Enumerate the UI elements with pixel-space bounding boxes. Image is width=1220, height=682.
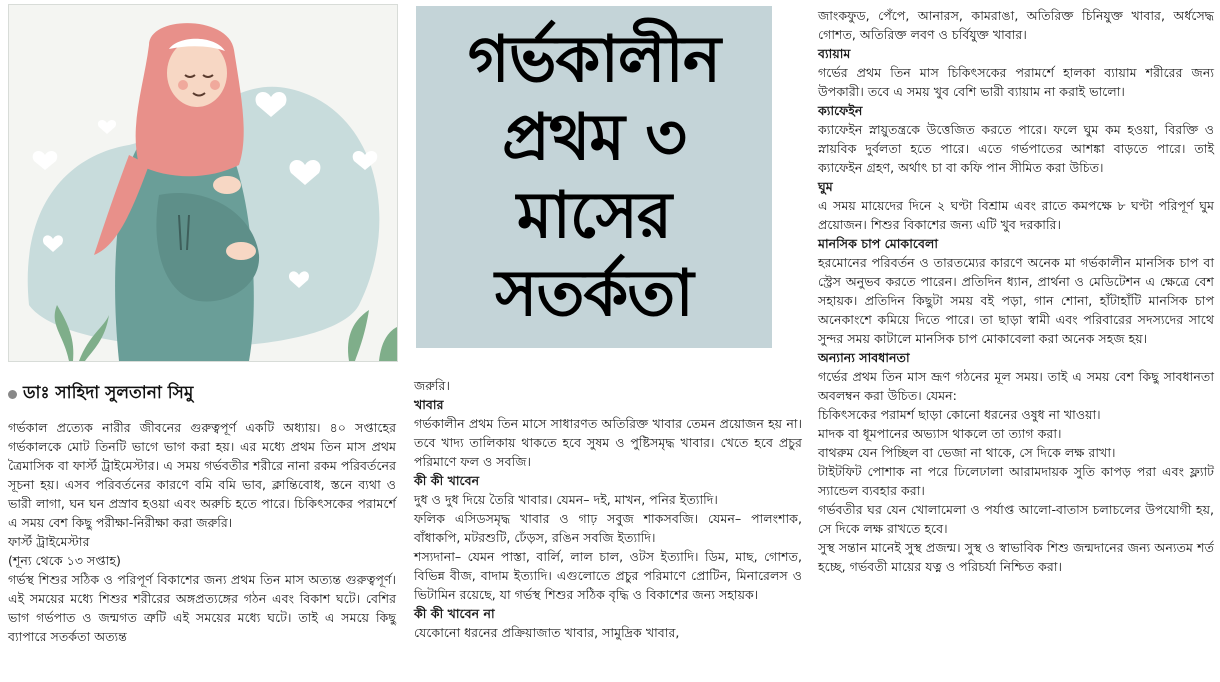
closing-paragraph: সুস্থ সন্তান মানেই সুস্থ প্রজন্ম। সুস্থ ও স্বাভাবিক শিশু জন্মদানের জন্য অন্যতম শর্ত হচ্ছে, গর্ভবতী মায়ের যত্ন ও পরিচর্যা নিশ্চিত করা। [818,540,1214,574]
list-item: দুধ ও দুধ দিয়ে তৈরি খাবার। যেমন– দই, মাখন, পনির ইত্যাদি। [414,492,718,507]
author-byline [8,380,396,408]
pregnant-woman-illustration [8,4,398,362]
trimester-paragraph: গর্ভস্থ শিশুর সঠিক ও পরিপূর্ণ বিকাশের জন্য প্রথম তিন মাস অত্যন্ত গুরুত্বপূর্ণ। এই সময়ের মধ্যে শিশুর শরীরের অঙ্গপ্রত্যঙ্গের গঠন এবং বিকাশ ঘটে। বেশির ভাগ গর্ভপাত ও জন্মগত ত্রুটি এই সময়ের মধ্যে ঘটে। তাই এ সময়ে কিছু ব্যাপারে সতর্কতা অত্যন্ত [8,572,396,644]
headline-line-1: গর্ভকালীন [467,22,721,97]
section-heading-what-to-eat: কী কী খাবেন [414,473,480,488]
sleep-paragraph: এ সময় মায়েদের দিনে ২ ঘণ্টা বিশ্রাম এবং রাতে কমপক্ষে ৮ ঘণ্টা পরিপূর্ণ ঘুম প্রয়োজন। শিশুর বিকাশের জন্য এটি খুব দরকারি। [818,198,1214,232]
headline-line-3: মাসের [516,178,672,253]
list-item: বাথরুম যেন পিচ্ছিল বা ভেজা না থাকে, সে দিকে লক্ষ রাখা। [818,445,1116,460]
illustration-svg [9,5,397,361]
column-three [818,0,1214,576]
noeat-paragraph: যেকোনো ধরনের প্রক্রিয়াজাত খাবার, সামুদ্রিক খাবার, [414,625,680,640]
continued-text: জাংকফুড, পেঁপে, আনারস, কামরাঙা, অতিরিক্ত চিনিযুক্ত খাবার, অর্ধসেদ্ধ গোশত, অতিরিক্ত লবণ ও চর্বিযুক্ত খাবার। [818,8,1214,42]
list-item: টাইটফিট পোশাক না পরে ঢিলেঢালা আরামদায়ক সুতি কাপড় পরা এবং ফ্ল্যাট স্যান্ডেল ব্যবহার করা। [818,464,1214,498]
section-heading-sleep: ঘুম [818,179,833,194]
intro-paragraph: গর্ভকাল প্রত্যেক নারীর জীবনের গুরুত্বপূর্ণ একটি অধ্যায়। ৪০ সপ্তাহের গর্ভকালকে মোট তিনটি ভাগে ভাগ করা হয়। এর মধ্যে প্রথম তিন মাস প্রথম ত্রৈমাসিক বা ফার্স্ট ট্রাইমেস্টার। এ সময় গর্ভবতীর শরীরে নানা রকম পরিবর্তনের সূচনা হয়। এসব পরিবর্তনের কারণে বমি বমি ভাব, ক্লান্তিবোধ, স্তনে ব্যথা ও ভারী লাগা, ঘন ঘন প্রস্রাব হওয়া এবং অরুচি হতে পারে। চিকিৎসকের পরামর্শে এ সময় বেশ কিছু পরীক্ষা-নিরীক্ষা করা জরুরি। [8,420,396,530]
list-item: শস্যদানা– যেমন পাস্তা, বার্লি, লাল চাল, ওটস ইত্যাদি। ডিম, মাছ, গোশত, বিভিন্ন বীজ, বাদাম ইত্যাদি। এগুলোতে প্রচুর পরিমাণে প্রোটিন, মিনারেলস ও ভিটামিন রয়েছে, যা গর্ভস্থ শিশুর সঠিক বৃদ্ধি ও বিকাশের জন্য সহায়ক। [414,549,802,602]
section-heading-caution: অন্যান্য সাবধানতা [818,350,910,365]
column-two [414,0,802,642]
section-heading-exercise: ব্যায়াম [818,46,851,61]
trimester-label: ফার্স্ট ট্রাইমেস্টার [8,534,90,549]
column-two-body [414,376,802,642]
headline-line-4: সতর্কতা [495,256,693,331]
section-heading-caffeine: ক্যাফেইন [818,103,863,118]
trimester-range: (শূন্য থেকে ১৩ সপ্তাহ) [8,553,121,568]
caution-paragraph: গর্ভের প্রথম তিন মাস ভ্রূণ গঠনের মূল সময়। তাই এ সময় বেশ কিছু সাবধানতা অবলম্বন করা উচিত। যেমন: [818,369,1214,403]
column-one [8,0,396,646]
section-heading-what-not-to-eat: কী কী খাবেন না [414,606,495,621]
list-item: গর্ভবতীর ঘর যেন খোলামেলা ও পর্যাপ্ত আলো-বাতাস চলাচলের উপযোগী হয়, সে দিকে লক্ষ রাখতে হবে। [818,502,1214,536]
bullet-icon [8,390,17,399]
section-heading-food: খাবার [414,397,444,412]
stress-paragraph: হরমোনের পরিবর্তন ও তারতম্যের কারণে অনেক মা গর্ভকালীন মানসিক চাপ বা স্ট্রেস অনুভব করতে পারেন। প্রতিদিন ধ্যান, প্রার্থনা ও মেডিটেশন এ ক্ষেত্রে বেশ সহায়ক। প্রতিদিন কিছুটা সময় বই পড়া, গান শোনা, হাঁটাহাঁটি মানসিক চাপ অনেকাংশে কমিয়ে দিতে পারে। তা ছাড়া স্বামী এবং পরিবারের সদস্যদের সাথে সুন্দর সময় কাটালে মানসিক চাপ মোকাবেলা করা অনেক সহজ হয়। [818,255,1214,346]
caffeine-paragraph: ক্যাফেইন স্নায়ুতন্ত্রকে উত্তেজিত করতে পারে। ফলে ঘুম কম হওয়া, বিরক্তি ও স্নায়বিক দুর্বলতা হতে পারে। এতে গর্ভপাতের আশঙ্কা বাড়তে পারে। তাই ক্যাফেইন গ্রহণ, অর্থাৎ চা বা কফি পান সীমিত করা উচিত। [818,122,1214,175]
headline-box [416,6,772,348]
column-three-body [818,6,1214,576]
headline-line-2: প্রথম ৩ [502,100,686,175]
list-item: মাদক বা ধূমপানের অভ্যাস থাকলে তা ত্যাগ করা। [818,426,1062,441]
food-paragraph: গর্ভকালীন প্রথম তিন মাসে সাধারণত অতিরিক্ত খাবার তেমন প্রয়োজন হয় না। তবে খাদ্য তালিকায় থাকতে হবে সুষম ও পুষ্টিসমৃদ্ধ খাবার। খেতে হবে প্রচুর পরিমাণে ফল ও সবজি। [414,416,802,469]
list-item: চিকিৎসকের পরামর্শ ছাড়া কোনো ধরনের ওষুধ না খাওয়া। [818,407,1101,422]
author-name: ডাঃ সাহিদা সুলতানা সিমু [23,383,194,403]
continued-text: জরুরি। [414,378,450,393]
list-item: ফলিক এসিডসমৃদ্ধ খাবার ও গাঢ় সবুজ শাকসবজি। যেমন– পালংশাক, বাঁধাকপি, মটরশুটি, ঢেঁড়স, রঙিন সবজি ইত্যাদি। [414,511,802,545]
section-heading-stress: মানসিক চাপ মোকাবেলা [818,236,938,251]
exercise-paragraph: গর্ভের প্রথম তিন মাস চিকিৎসকের পরামর্শে হালকা ব্যায়াম শরীরের জন্য উপকারী। তবে এ সময় খুব বেশি ভারী ব্যায়াম না করাই ভালো। [818,65,1214,99]
